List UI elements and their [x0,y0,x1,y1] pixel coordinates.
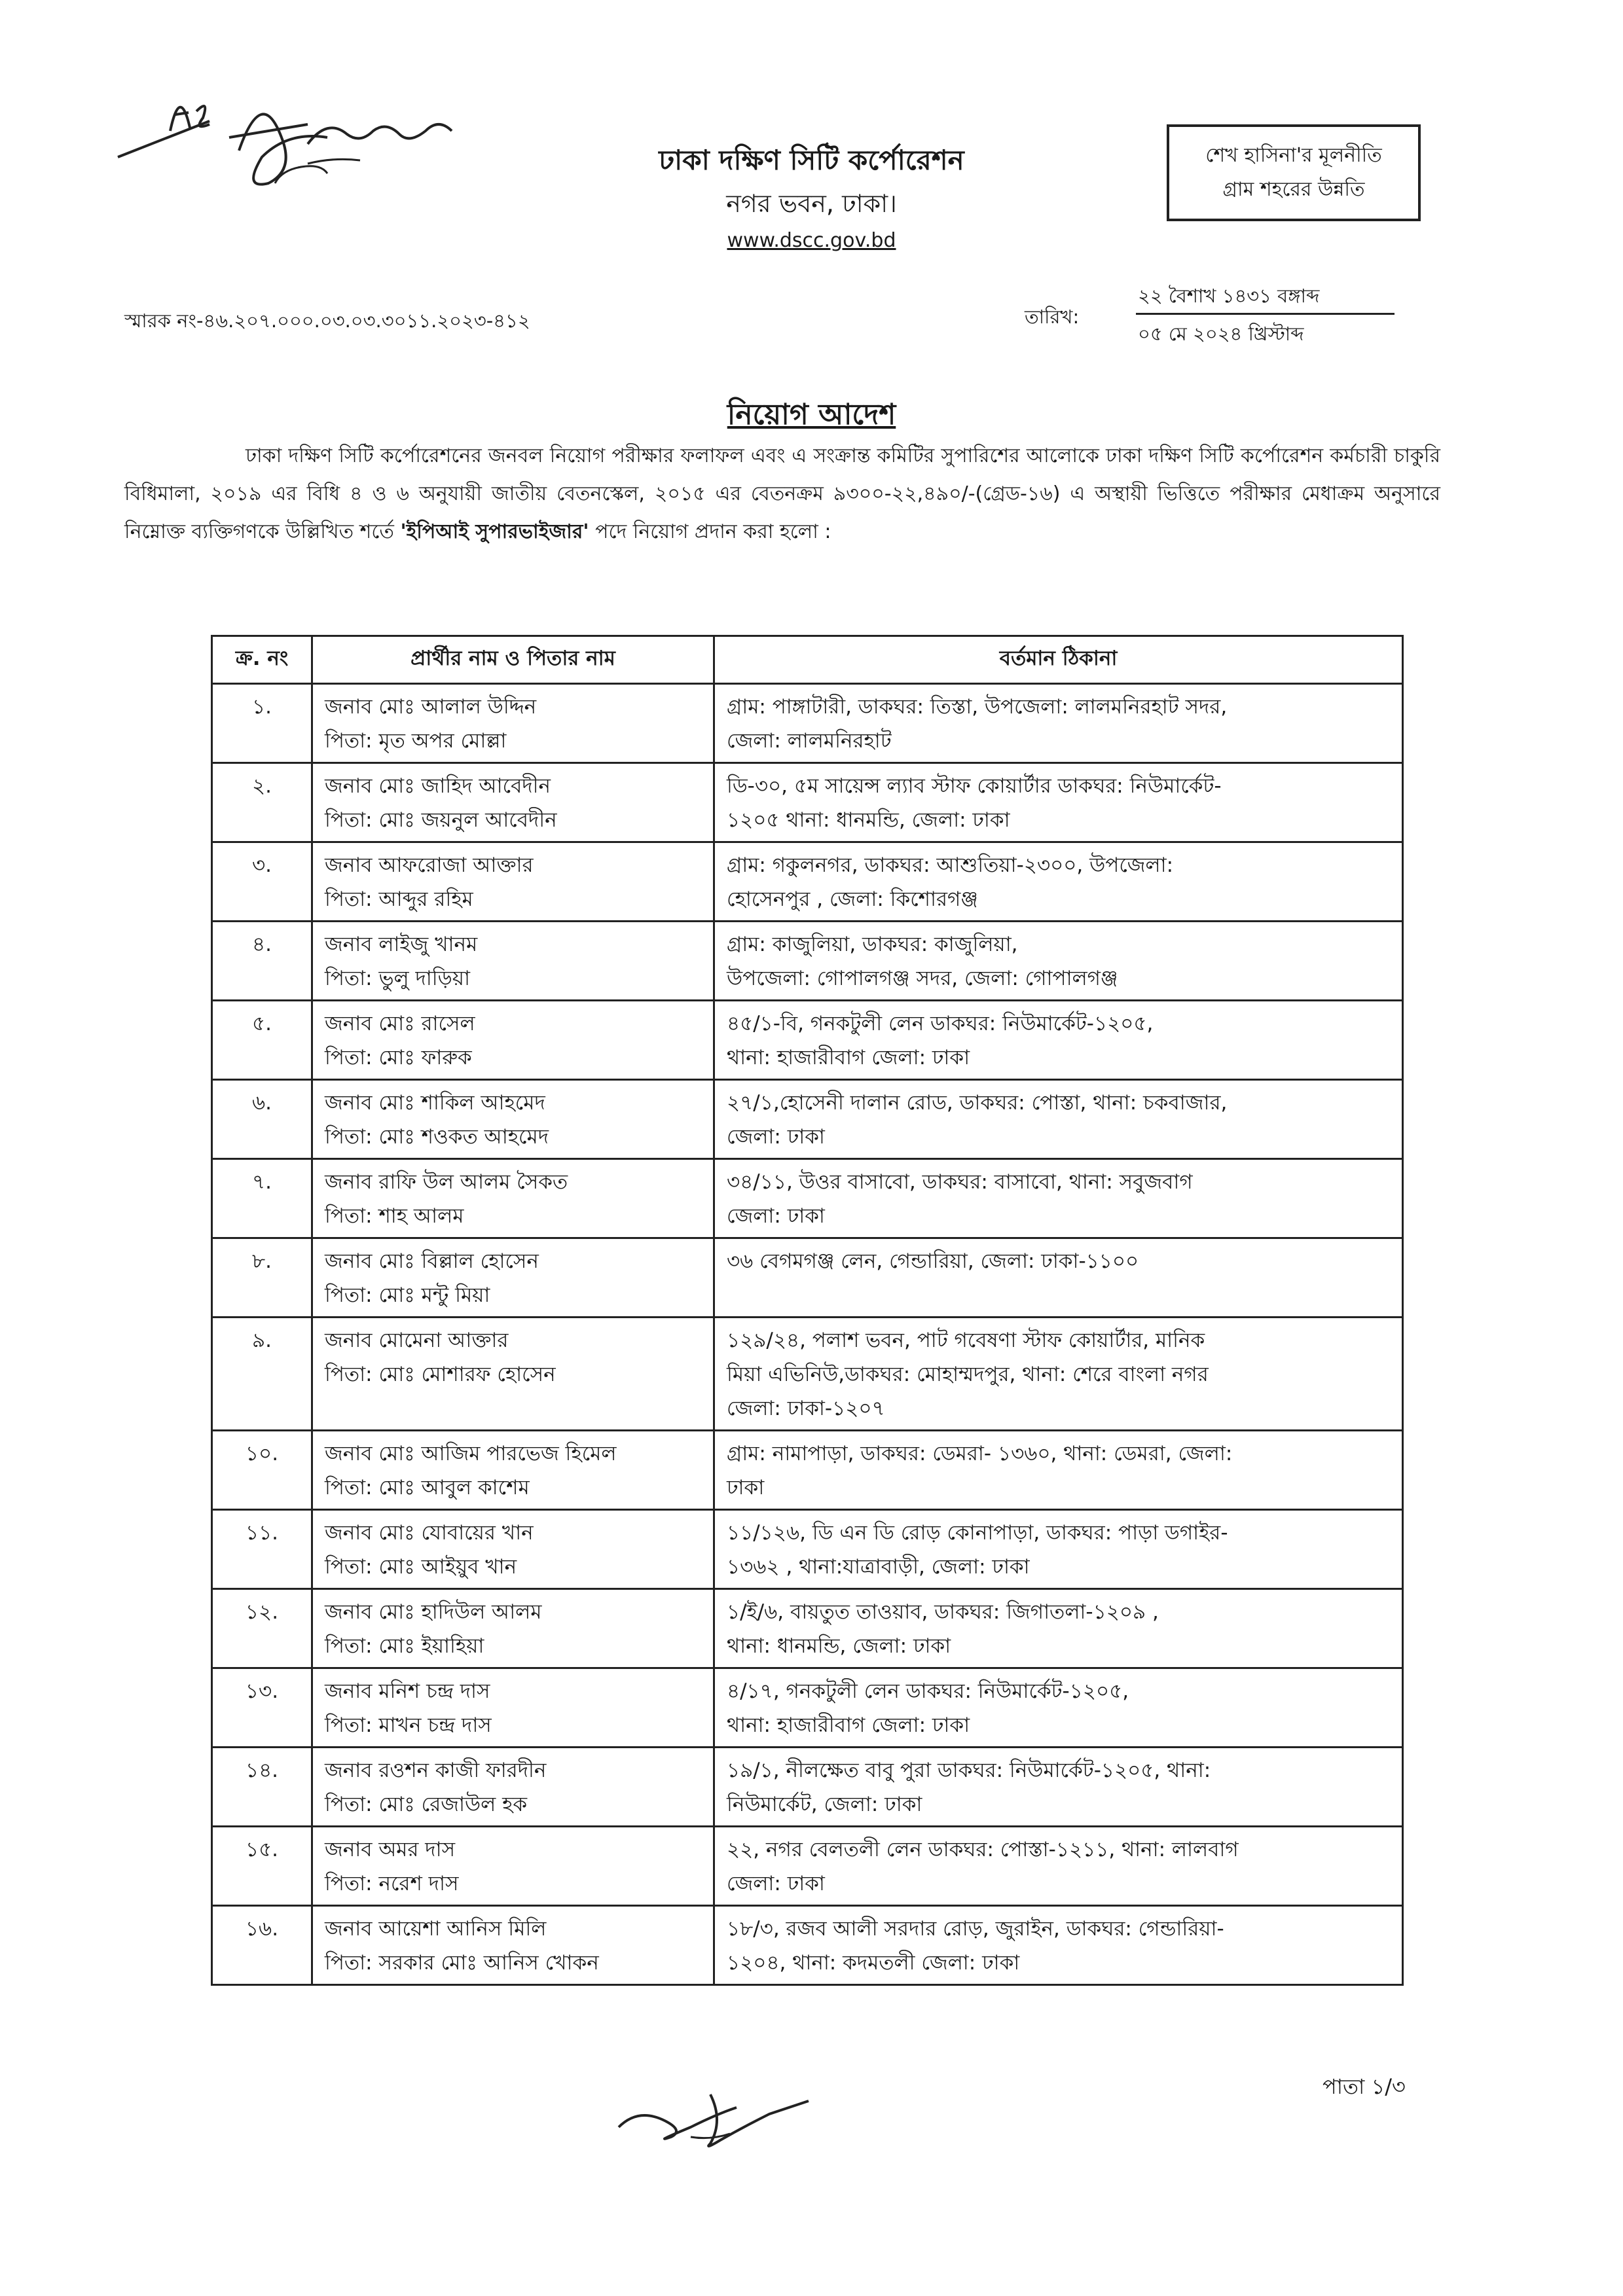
candidate-name: জনাব মোঃ বিল্লাল হোসেন [325,1249,539,1273]
handwritten-signature-bottom [612,2081,822,2153]
date-label: তারিখ: [1025,306,1080,328]
serial-cell: ৪. [212,922,312,1001]
table-row [212,1589,1403,1668]
name-cell [312,1906,714,1985]
father-name: পিতা: মোঃ জয়নুল আবেদীন [325,808,557,832]
address-line: ১/ই/৬, বায়তুত তাওয়াব, ডাকঘর: জিগাতলা-১২০৯ , [727,1600,1159,1624]
order-intro: ঢাকা দক্ষিণ সিটি কর্পোরেশনের জনবল নিয়োগ পরীক্ষার ফলাফল এবং এ সংক্রান্ত কমিটির সুপারিশের আলোকে ঢাকা দক্ষিণ সিটি কর্পোরেশন কর্মচারী চাকুরি বিধিমালা, ২০১৯ এর বিধি ৪ ও ৬ অনুযায়ী জাতীয় বেতনস্কেল, ২০১৫ এর বেতনক্রম ৯৩০০-২২,৪৯০/-(গ্রেড-১৬) এ অস্থায়ী ভিত্তিতে পরীক্ষার মেধাক্রম অনুসারে নিম্নোক্ত ব্যক্তিগণকে উল্লিখিত শর্তে [124,444,1440,543]
address-line: ডি-৩০, ৫ম সায়েন্স ল্যাব স্টাফ কোয়ার্টার ডাকঘর: নিউমার্কেট- [727,774,1222,798]
serial-cell: ১৪. [212,1748,312,1827]
address-cell [714,1748,1403,1827]
address-cell [714,1906,1403,1985]
serial-cell: ৩. [212,842,312,922]
address-line: মিয়া এভিনিউ,ডাকঘর: মোহাম্মদপুর, থানা: শেরে বাংলা নগর [727,1363,1209,1386]
organization-website: www.dscc.gov.bd [727,229,896,252]
serial-cell: ৮. [212,1238,312,1318]
organization-address: নগর ভবন, ঢাকা। [726,189,897,218]
address-cell [714,1827,1403,1906]
address-line: গ্রাম: নামাপাড়া, ডাকঘর: ডেমরা- ১৩৬০, থানা: ডেমরা, জেলা: [727,1442,1233,1465]
table-row [212,1827,1403,1906]
candidate-name: জনাব লাইজু খানম [325,933,478,956]
candidate-name: জনাব মোঃ আলাল উদ্দিন [325,695,537,719]
address-line: জেলা: ঢাকা [727,1125,825,1149]
name-cell [312,1080,714,1159]
father-name: পিতা: মোঃ ফারুক [325,1046,472,1069]
father-name: পিতা: সরকার মোঃ আনিস খোকন [325,1951,599,1975]
memo-number: স্মারক নং-৪৬.২০৭.০০০.০৩.০৩.৩০১১.২০২৩-৪১২ [124,310,530,332]
address-line: ৩৬ বেগমগঞ্জ লেন, গেন্ডারিয়া, জেলা: ঢাকা-১১০০ [727,1249,1139,1273]
table-row [212,1238,1403,1318]
appointee-table [211,635,1404,1986]
address-cell [714,684,1403,763]
col-header-name: প্রার্থীর নাম ও পিতার নাম [312,636,714,684]
address-line: ১৯/১, নীলক্ষেত বাবু পুরা ডাকঘর: নিউমার্কেট-১২০৫, থানা: [727,1759,1211,1782]
serial-cell: ১৫. [212,1827,312,1906]
serial-cell: ৭. [212,1159,312,1238]
name-cell [312,1238,714,1318]
address-line: ১১/১২৬, ডি এন ডি রোড় কোনাপাড়া, ডাকঘর: পাড়া ডগাইর- [727,1521,1228,1545]
serial-cell: ১৬. [212,1906,312,1985]
address-line: ২২, নগর বেলতলী লেন ডাকঘর: পোস্তা-১২১১, থানা: লালবাগ [727,1838,1239,1861]
table-row [212,1431,1403,1510]
address-cell [714,1080,1403,1159]
table-row [212,1080,1403,1159]
col-header-serial: ক্র. নং [212,636,312,684]
table-row [212,922,1403,1001]
table-row [212,1510,1403,1589]
serial-cell: ২. [212,763,312,842]
table-row [212,684,1403,763]
date-bangla: ২২ বৈশাখ ১৪৩১ বঙ্গাব্দ [1138,285,1320,307]
address-cell [714,1238,1403,1318]
candidate-name: জনাব মোঃ আজিম পারভেজ হিমেল [325,1442,617,1465]
address-line: হোসেনপুর , জেলা: কিশোরগঞ্জ [727,888,978,911]
serial-cell: ১১. [212,1510,312,1589]
serial-cell: ৯. [212,1318,312,1431]
name-cell [312,1510,714,1589]
name-cell [312,1431,714,1510]
father-name: পিতা: ভুলু দাড়িয়া [325,967,471,990]
address-line: ৪/১৭, গনকটুলী লেন ডাকঘর: নিউমার্কেট-১২০৫, [727,1679,1129,1703]
father-name: পিতা: মাখন চন্দ্র দাস [325,1713,492,1737]
motto-box [1167,124,1421,221]
address-cell [714,842,1403,922]
name-cell [312,763,714,842]
father-name: পিতা: নরেশ দাস [325,1872,459,1895]
address-line: ৩৪/১১, উওর বাসাবো, ডাকঘর: বাসাবো, থানা: সবুজবাগ [727,1170,1193,1194]
motto-line-2: গ্রাম শহরের উন্নতি [1222,178,1365,201]
name-cell [312,922,714,1001]
serial-cell: ৫. [212,1001,312,1080]
serial-cell: ১২. [212,1589,312,1668]
name-cell [312,842,714,922]
table-header-row [212,636,1403,684]
post-name: 'ইপিআই সুপারভাইজার' [400,520,589,543]
address-line: ১৮/৩, রজব আলী সরদার রোড়, জুরাইন, ডাকঘর: গেন্ডারিয়া- [727,1917,1224,1941]
candidate-name: জনাব মোঃ রাসেল [325,1012,475,1035]
father-name: পিতা: মোঃ আবুল কাশেম [325,1476,530,1499]
address-line: থানা: ধানমন্ডি, জেলা: ঢাকা [727,1634,951,1658]
motto-line-1: শেখ হাসিনা'র মূলনীতি [1205,144,1382,167]
order-closing: পদে নিয়োগ প্রদান করা হলো : [595,520,831,543]
date-divider [1136,313,1395,315]
address-line: উপজেলা: গোপালগঞ্জ সদর, জেলা: গোপালগঞ্জ [727,967,1118,990]
table-row [212,1001,1403,1080]
candidate-name: জনাব মোঃ শাকিল আহমেদ [325,1091,545,1115]
candidate-name: জনাব অমর দাস [325,1838,456,1861]
father-name: পিতা: মোঃ শওকত আহমেদ [325,1125,549,1149]
address-line: গ্রাম: কাজুলিয়া, ডাকঘর: কাজুলিয়া, [727,933,1018,956]
address-line: গ্রাম: গকুলনগর, ডাকঘর: আশুতিয়া-২৩০০, উপজেলা: [727,853,1174,877]
organization-name: ঢাকা দক্ষিণ সিটি কর্পোরেশন [659,144,964,176]
address-line: জেলা: ঢাকা [727,1204,825,1228]
page-number: পাতা ১/৩ [1322,2074,1406,2099]
address-line: ১২৯/২৪, পলাশ ভবন, পাট গবেষণা স্টাফ কোয়ার্টার, মানিক [727,1329,1205,1352]
father-name: পিতা: মোঃ ইয়াহিয়া [325,1634,484,1658]
col-header-address: বর্তমান ঠিকানা [714,636,1403,684]
address-line: ১৩৬২ , থানা:যাত্রাবাড়ী, জেলা: ঢাকা [727,1555,1030,1579]
address-line: ২৭/১,হোসেনী দালান রোড, ডাকঘর: পোস্তা, থানা: চকবাজার, [727,1091,1228,1115]
address-line: জেলা: লালমনিরহাট [727,729,892,753]
father-name: পিতা: আব্দুর রহিম [325,888,473,911]
serial-cell: ১০. [212,1431,312,1510]
table-row [212,1668,1403,1748]
address-cell [714,1668,1403,1748]
candidate-name: জনাব আয়েশা আনিস মিলি [325,1917,547,1941]
address-cell [714,763,1403,842]
name-cell [312,1668,714,1748]
address-line: জেলা: ঢাকা-১২০৭ [727,1397,885,1420]
address-cell [714,1589,1403,1668]
father-name: পিতা: মৃত অপর মোল্লা [325,729,507,753]
candidate-name: জনাব মোঃ যোবায়ের খান [325,1521,534,1545]
name-cell [312,684,714,763]
address-cell [714,922,1403,1001]
candidate-name: জনাব রাফি উল আলম সৈকত [325,1170,568,1194]
name-cell [312,1589,714,1668]
address-cell [714,1159,1403,1238]
address-line: নিউমার্কেট, জেলা: ঢাকা [727,1793,922,1816]
name-cell [312,1318,714,1431]
address-line: ঢাকা [727,1476,765,1499]
candidate-name: জনাব মোমেনা আক্তার [325,1329,509,1352]
address-line: থানা: হাজারীবাগ জেলা: ঢাকা [727,1046,970,1069]
table-row [212,763,1403,842]
father-name: পিতা: মোঃ মোশারফ হোসেন [325,1363,556,1386]
father-name: পিতা: শাহ আলম [325,1204,464,1228]
order-body [124,437,1440,551]
father-name: পিতা: মোঃ রেজাউল হক [325,1793,528,1816]
serial-cell: ৬. [212,1080,312,1159]
father-name: পিতা: মোঃ মন্টু মিয়া [325,1283,490,1307]
name-cell [312,1827,714,1906]
candidate-name: জনাব মোঃ জাহিদ আবেদীন [325,774,551,798]
table-row [212,1318,1403,1431]
candidate-name: জনাব মনিশ চন্দ্র দাস [325,1679,490,1703]
date-english: ০৫ মে ২০২৪ খ্রিস্টাব্দ [1138,323,1304,345]
candidate-name: জনাব মোঃ হাদিউল আলম [325,1600,542,1624]
address-line: থানা: হাজারীবাগ জেলা: ঢাকা [727,1713,970,1737]
address-cell [714,1001,1403,1080]
address-line: ১২০৪, থানা: কদমতলী জেলা: ঢাকা [727,1951,1020,1975]
address-cell [714,1318,1403,1431]
serial-cell: ১৩. [212,1668,312,1748]
candidate-name: জনাব আফরোজা আক্তার [325,853,534,877]
address-cell [714,1510,1403,1589]
address-line: ৪৫/১-বি, গনকটুলী লেন ডাকঘর: নিউমার্কেট-১২০৫, [727,1012,1154,1035]
address-cell [714,1431,1403,1510]
father-name: পিতা: মোঃ আইয়ুব খান [325,1555,517,1579]
serial-cell: ১. [212,684,312,763]
candidate-name: জনাব রওশন কাজী ফারদীন [325,1759,547,1782]
name-cell [312,1748,714,1827]
name-cell [312,1001,714,1080]
address-line: ১২০৫ থানা: ধানমন্ডি, জেলা: ঢাকা [727,808,1010,832]
table-row [212,1906,1403,1985]
table-row [212,1748,1403,1827]
table-row [212,1159,1403,1238]
address-line: গ্রাম: পাঙ্গাটারী, ডাকঘর: তিস্তা, উপজেলা: লালমনিরহাট সদর, [727,695,1228,719]
name-cell [312,1159,714,1238]
table-row [212,842,1403,922]
address-line: জেলা: ঢাকা [727,1872,825,1895]
order-title: নিয়োগ আদেশ [727,398,896,431]
